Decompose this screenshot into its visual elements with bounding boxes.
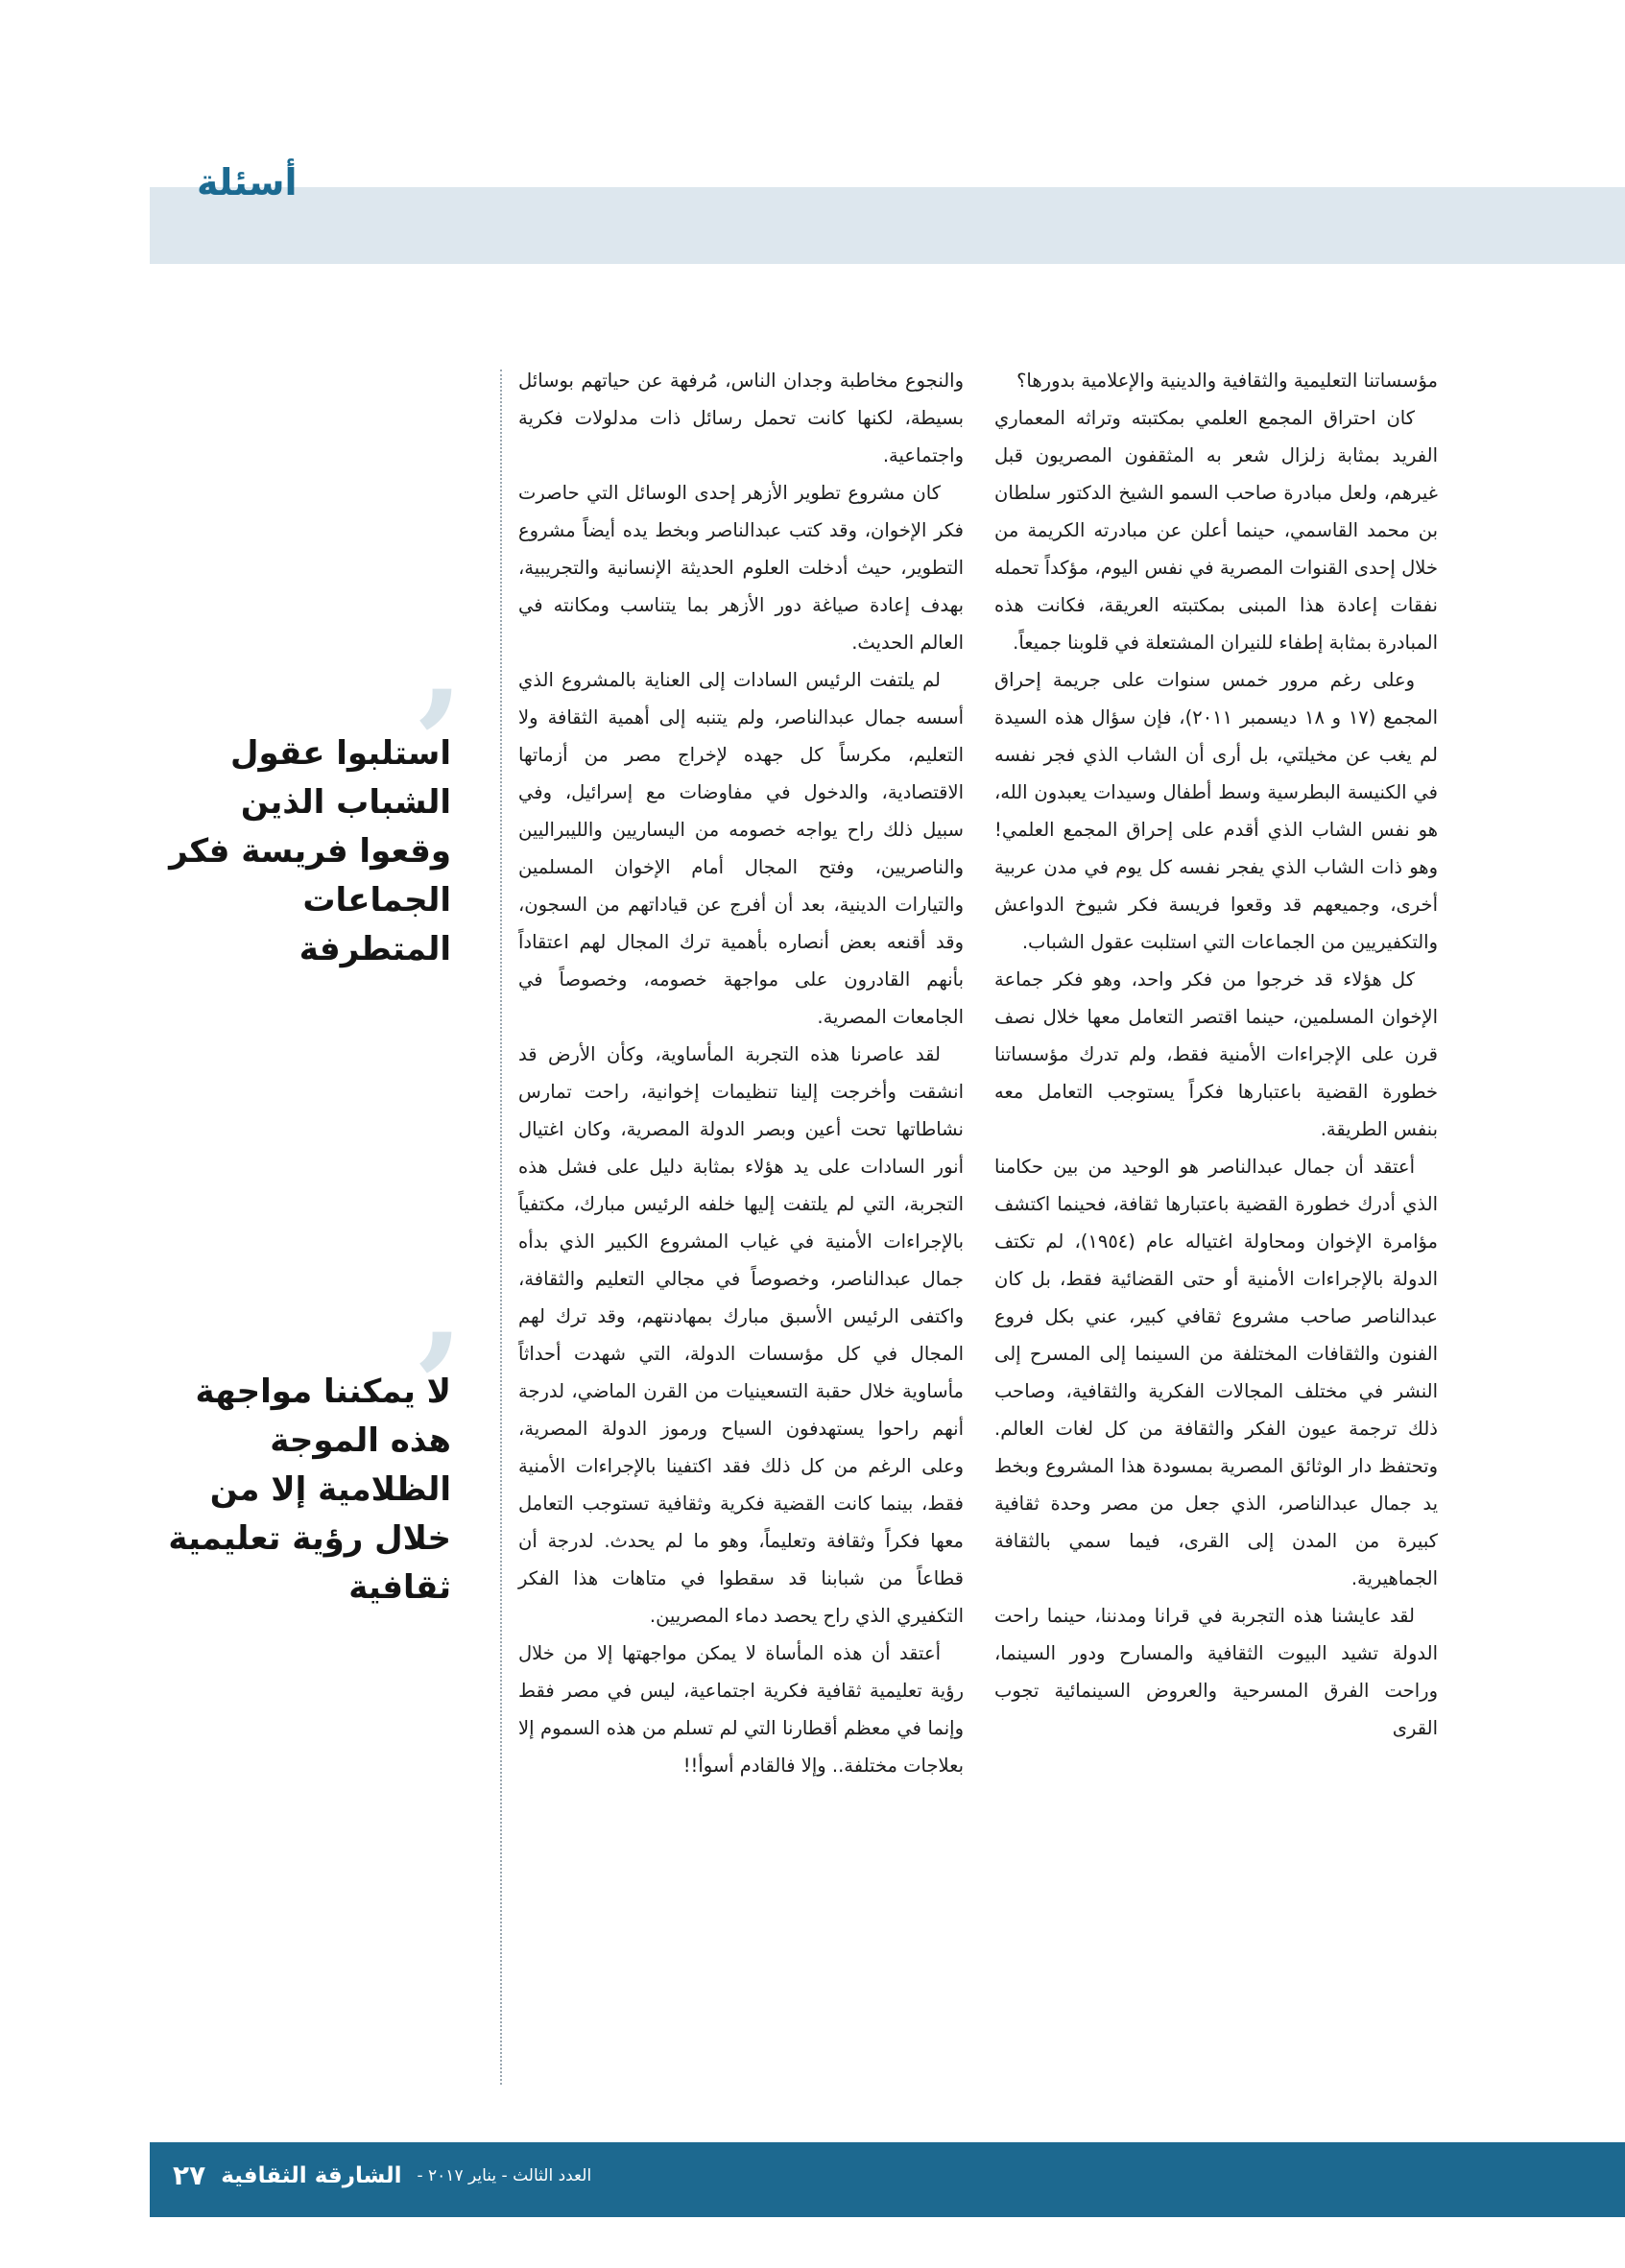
magazine-logo: الشارقة الثقافية <box>221 2162 402 2188</box>
pull-quote: استلبوا عقول الشباب الذين وقعوا فريسة فكر الجماعات المتطرفة <box>169 734 451 968</box>
page-number: ٢٧ <box>173 2160 206 2191</box>
column-divider <box>500 370 502 2085</box>
paragraph: والنجوع مخاطبة وجدان الناس، مُرفهة عن حياتهم بوسائل بسيطة، لكنها كانت تحمل رسائل ذات مدلولات فكرية واجتماعية. <box>518 370 964 466</box>
article-column-middle <box>518 362 964 1784</box>
paragraph: كل هؤلاء قد خرجوا من فكر واحد، وهو فكر جماعة الإخوان المسلمين، حينما اقتصر التعامل معها خلال نصف قرن على الإجراءات الأمنية فقط، ولم تدرك مؤسساتنا خطورة القضية باعتبارها فكراً يستوجب التعامل معه بنفس الطريقة. <box>994 968 1438 1140</box>
header-band <box>150 187 1625 264</box>
paragraph: مؤسساتنا التعليمية والثقافية والدينية والإعلامية بدورها؟ <box>1016 370 1438 392</box>
paragraph: كان مشروع تطوير الأزهر إحدى الوسائل التي حاصرت فكر الإخوان، وقد كتب عبدالناصر وبخط يده أيضاً مشروع التطوير، حيث أدخلت العلوم الحديثة الإنسانية والتجريبية، بهدف إعادة صياغة دور الأزهر بما يتناسب ومكانته في العالم الحديث. <box>518 482 964 654</box>
paragraph: أعتقد أن جمال عبدالناصر هو الوحيد من بين حكامنا الذي أدرك خطورة القضية باعتبارها ثقافة، فحينما اكتشف مؤامرة الإخوان ومحاولة اغتياله عام (١٩٥٤)، لم تكتف الدولة بالإجراءات الأمنية أو حتى القضائية فقط، بل كان عبدالناصر صاحب مشروع ثقافي كبير، عني بكل فروع الفنون والثقافات المختلفة من السينما إلى المسرح إلى النشر في مختلف المجالات الفكرية والثقافية، وصاحب ذلك ترجمة عيون الفكر والثقافة من كل لغات العالم. وتحتفظ دار الوثائق المصرية بمسودة هذا المشروع وبخط يد جمال عبدالناصر، الذي جعل من مصر وحدة ثقافية كبيرة من المدن إلى القرى، فيما سمي بالثقافة الجماهيرية. <box>994 1156 1438 1589</box>
section-title: أسئلة <box>197 161 298 203</box>
paragraph: أعتقد أن هذه المأساة لا يمكن مواجهتها إلا من خلال رؤية تعليمية ثقافية فكرية اجتماعية، ليس في مصر فقط وإنما في معظم أقطارنا التي لم تسلم من هذه السموم إلا بعلاجات مختلفة.. وإلا فالقادم أسوأ!! <box>518 1642 964 1777</box>
paragraph: لم يلتفت الرئيس السادات إلى العناية بالمشروع الذي أسسه جمال عبدالناصر، ولم يتنبه إلى أهمية الثقافة ولا التعليم، مكرساً كل جهده لإخراج مصر من أزماتها الاقتصادية، والدخول في مفاوضات مع إسرائيل، وفي سبيل ذلك راح يواجه خصومه من اليساريين والليبراليين والناصريين، وفتح المجال أمام الإخوان المسلمين والتيارات الدينية، بعد أن أفرج عن قياداتهم من السجون، وقد أقنعه بعض أنصاره بأهمية ترك المجال لهم اعتقاداً بأنهم القادرون على مواجهة خصومه، وخصوصاً في الجامعات المصرية. <box>518 669 964 1028</box>
article-column-right <box>994 362 1438 1747</box>
paragraph: وعلى رغم مرور خمس سنوات على جريمة إحراق المجمع (١٧ و ١٨ ديسمبر ٢٠١١)، فإن سؤال هذه السيدة لم يغب عن مخيلتي، بل أرى أن الشاب الذي فجر نفسه في الكنيسة البطرسية وسط أطفال وسيدات يعبدون الله، هو نفس الشاب الذي أقدم على إحراق المجمع العلمي! وهو ذات الشاب الذي يفجر نفسه كل يوم في مدن عربية أخرى، وجميعهم قد وقعوا فريسة فكر شيوخ الدواعش والتكفيريين من الجماعات التي استلبت عقول الشباب. <box>994 669 1438 953</box>
paragraph: لقد عايشنا هذه التجربة في قرانا ومدننا، حينما راحت الدولة تشيد البيوت الثقافية والمسارح ودور السينما، وراحت الفرق المسرحية والعروض السينمائية تجوب القرى <box>994 1605 1438 1739</box>
quote-mark-icon: ’ <box>413 659 464 828</box>
paragraph: كان احتراق المجمع العلمي بمكتبته وتراثه المعماري الفريد بمثابة زلزال شعر به المثقفون المصريون قبل غيرهم، ولعل مبادرة صاحب السمو الشيخ الدكتور سلطان بن محمد القاسمي، حينما أعلن عن مبادرته الكريمة من خلال إحدى القنوات المصرية في نفس اليوم، مؤكداً تحمله نفقات إعادة هذا المبنى بمكتبته العريقة، فكانت هذه المبادرة بمثابة إطفاء للنيران المشتعلة في قلوبنا جميعاً. <box>994 407 1438 654</box>
pull-quote: لا يمكننا مواجهة هذه الموجة الظلامية إلا من خلال رؤية تعليمية ثقافية <box>168 1373 451 1607</box>
issue-info: العدد الثالث - يناير ٢٠١٧ - <box>417 2165 592 2185</box>
quote-mark-icon: ’ <box>413 1302 464 1471</box>
footer <box>173 2160 591 2191</box>
paragraph: لقد عاصرنا هذه التجربة المأساوية، وكأن الأرض قد انشقت وأخرجت إلينا تنظيمات إخوانية، راحت تمارس نشاطاتها تحت أعين وبصر الدولة المصرية، وكان اغتيال أنور السادات على يد هؤلاء بمثابة دليل على فشل هذه التجربة، التي لم يلتفت إليها خلفه الرئيس مبارك، مكتفياً بالإجراءات الأمنية في غياب المشروع الكبير الذي بدأه جمال عبدالناصر، وخصوصاً في مجالي التعليم والثقافة، واكتفى الرئيس الأسبق مبارك بمهادنتهم، وقد ترك لهم المجال في كل مؤسسات الدولة، التي شهدت أحداثاً مأساوية خلال حقبة التسعينيات من القرن الماضي، لدرجة أنهم راحوا يستهدفون السياح ورموز الدولة المصرية، وعلى الرغم من كل ذلك فقد اكتفينا بالإجراءات الأمنية فقط، بينما كانت القضية فكرية وثقافية تستوجب التعامل معها فكراً وثقافة وتعليماً، وهو ما لم يحدث. لدرجة أن قطاعاً من شبابنا قد سقطوا في متاهات هذا الفكر التكفيري الذي راح يحصد دماء المصريين. <box>518 1043 964 1627</box>
